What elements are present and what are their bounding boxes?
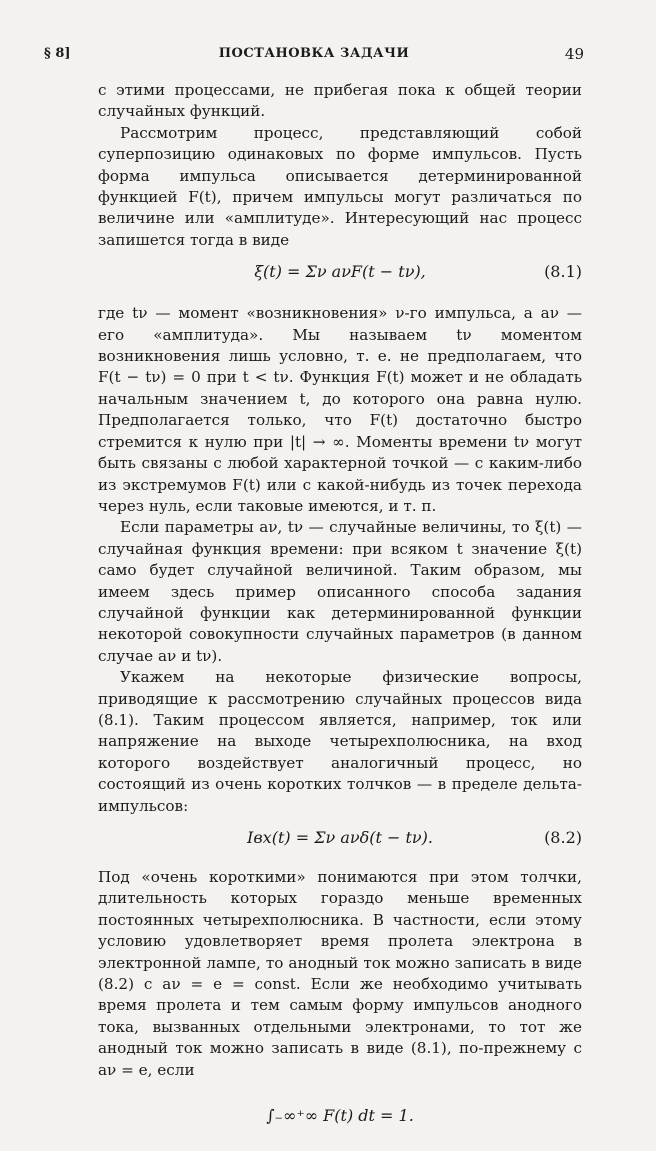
page-number: 49 <box>564 45 584 63</box>
page-header <box>44 46 584 66</box>
page-body <box>98 80 582 1151</box>
equation-8-2-number: (8.2) <box>544 828 582 847</box>
equation-normalization <box>98 1081 582 1151</box>
paragraph-1: с этими процессами, не прибегая пока к общей теории случайных функций. <box>98 81 582 121</box>
running-title: ПОСТАНОВКА ЗАДАЧИ <box>218 46 410 61</box>
paragraph-2: Рассмотрим процесс, представляющий собой суперпозицию одинаковых по форме импульсов. Пусть форма импульса описывается детерминированной функцией F(t), причем импульсы могут различаться по величине или «амплитуде». Интересующий нас процесс запишется тогда в виде <box>98 123 582 249</box>
equation-8-1 <box>98 251 582 303</box>
paragraph-3: где tν — момент «возникновения» ν-го импульса, а aν — его «амплитуда». Мы называем tν моментом возникновения лишь условно, т. е. не предполагаем, что F(t − tν) = 0 при t < tν. Функция F(t) может и не обладать начальным значением t, до которого она равна нулю. Предполагается только, что F(t) достаточно быстро стремится к нулю при |t| → ∞. Моменты времени tν могут быть связаны с любой характерной точкой — с каким-либо из экстремумов F(t) или с какой-нибудь из точек перехода через нуль, если таковые имеются, и т. п. <box>98 304 582 515</box>
section-marker: § 8] <box>44 46 71 61</box>
paragraph-5: Укажем на некоторые физические вопросы, приводящие к рассмотрению случайных процессов вида (8.1). Таким процессом является, например, ток или напряжение на выходе четырехполюсника, на вход которого воздействует аналогичный процесс, но состоящий из очень коротких толчков — в пределе дельта-импульсов: <box>98 668 582 815</box>
equation-8-1-number: (8.1) <box>544 262 582 282</box>
equation-8-2-formula: Iвх(t) = Σν aνδ(t − tν). <box>247 828 433 847</box>
equation-normalization-formula: ∫₋∞⁺∞ F(t) dt = 1. <box>266 1106 414 1126</box>
paragraph-6: Под «очень короткими» понимаются при этом толчки, длительность которых гораздо меньше временных постоянных четырехполюсника. В частности, если этому условию удовлетворяет время пролета электрона в электронной лампе, то анодный ток можно записать в виде (8.2) с aν = e = const. Если же необходимо учитывать время пролета и тем самым форму импульсов анодного тока, вызванных отдельными электронами, то тот же анодный ток можно записать в виде (8.1), по-прежнему с aν = e, если <box>98 868 582 1079</box>
equation-8-1-formula: ξ(t) = Σν aνF(t − tν), <box>254 262 426 282</box>
equation-8-2 <box>98 817 582 867</box>
paragraph-4: Если параметры aν, tν — случайные величины, то ξ(t) — случайная функция времени: при всяком t значение ξ(t) само будет случайной величиной. Таким образом, мы имеем здесь пример описанного способа задания случайной функции как детерминированной функции некоторой совокупности случайных параметров (в данном случае aν и tν). <box>98 518 582 665</box>
